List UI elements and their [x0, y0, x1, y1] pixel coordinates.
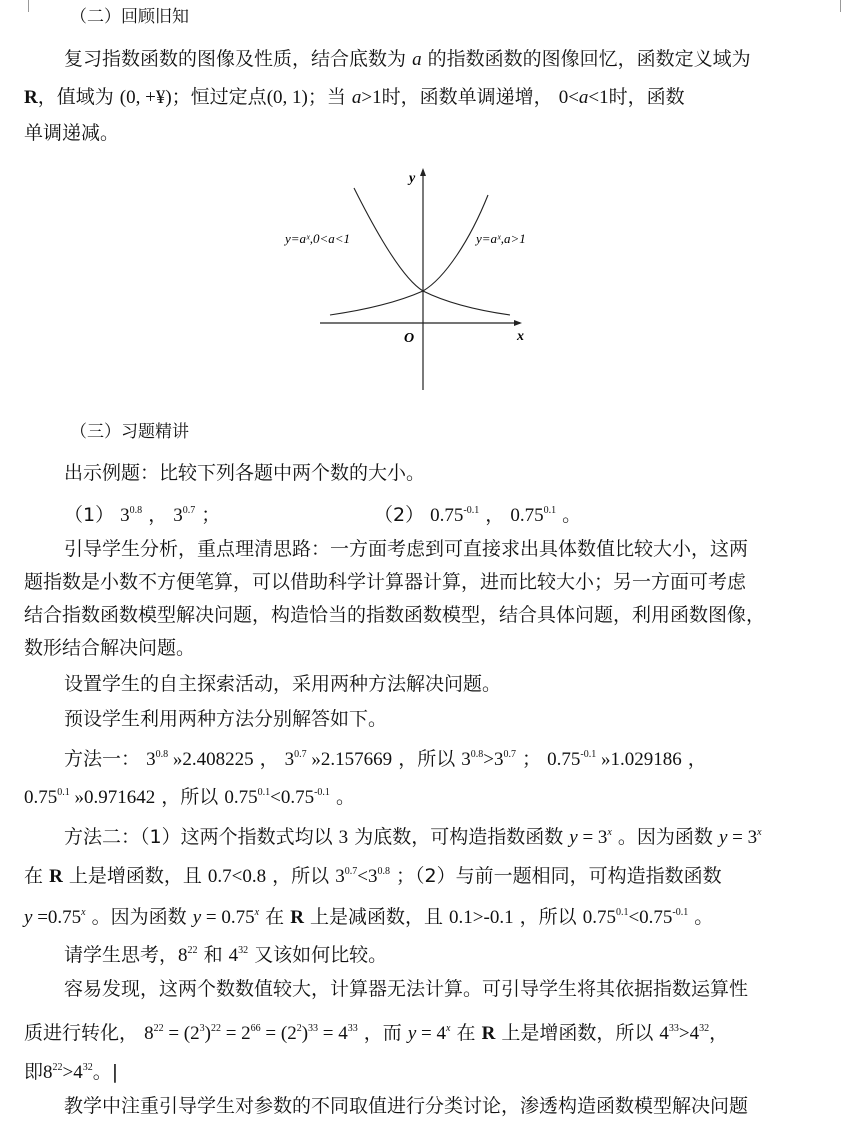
text-span: 上是增函数，所以 [501, 1022, 654, 1044]
para-3: 预设学生利用两种方法分别解答如下。 [64, 708, 388, 730]
text-span: 上是增函数，且 [68, 865, 202, 887]
math-op: < [270, 787, 281, 808]
math-exp: 33 [347, 1023, 358, 1034]
math-var: y [718, 827, 728, 848]
math-exp: 0.1 [615, 907, 629, 918]
math-base: 3 [120, 505, 130, 526]
decreasing-curve-label: y=aˣ,0<a<1 [285, 231, 351, 246]
math-exp: -0.1 [672, 907, 689, 918]
page-corner-mark-right [840, 0, 841, 12]
math: »2.408225 [168, 749, 254, 770]
section-2-title: （二）回顾旧知 [70, 7, 189, 27]
math-zero: 0< [558, 87, 579, 108]
math-range: (0, +¥) [119, 87, 172, 108]
math: =0.75 [32, 907, 82, 928]
math-op: < [357, 866, 368, 887]
math-exp: 33 [308, 1023, 319, 1034]
math: = (2 [260, 1023, 297, 1044]
math-R: R [481, 1023, 496, 1044]
math: = 0.75 [201, 907, 255, 928]
para-1-line-4: 数形结合解决问题。 [24, 637, 196, 659]
math-R: R [290, 907, 304, 928]
math: 4 [659, 1023, 669, 1044]
math-var: a [351, 87, 362, 108]
q-label: （2） [374, 504, 425, 526]
math: »0.971642 [69, 787, 156, 808]
text-span: ，所以 [272, 865, 330, 887]
math-var: y [192, 907, 202, 928]
math: 8 [43, 1062, 53, 1083]
math-var: y [24, 907, 33, 928]
text-span: 。| [92, 1061, 119, 1083]
para-4 [64, 936, 387, 971]
method-label: 方法二： [64, 826, 141, 848]
math-op: > [678, 1023, 690, 1044]
text-span: ；恒过定点 [171, 86, 267, 108]
math-exp: 0.1 [257, 787, 271, 798]
math-var: a [578, 87, 589, 108]
math-exp: x [607, 827, 612, 838]
math: 8 [144, 1023, 154, 1044]
math: 0.75 [224, 787, 258, 808]
math: 3 [146, 749, 156, 770]
math-exp: 0.8 [377, 866, 390, 877]
para-6: 教学中注重引导学生对参数的不同取值进行分类讨论，渗透构造函数模型解决问题 [64, 1095, 749, 1117]
math: 4 [228, 945, 239, 966]
math-var: a [412, 49, 422, 70]
math: »2.157669 [306, 749, 393, 770]
math-exp: 32 [699, 1023, 710, 1034]
sep: ， [259, 748, 279, 770]
method-1-line-1 [64, 740, 707, 775]
method-1-line-2 [24, 778, 355, 813]
para-2: 设置学生的自主探索活动，采用两种方法解决问题。 [64, 673, 502, 695]
math: ) [301, 1023, 309, 1044]
math-exp: x [81, 907, 86, 918]
math-exp: x [446, 1023, 451, 1034]
math: 0.75 [280, 787, 315, 808]
example-intro: 出示例题：比较下列各题中两个数的大小。 [64, 462, 426, 484]
text-span: 时，函数单调递增， [381, 86, 553, 108]
para-5-line-1: 容易发现，这两个数数值较大，计算器无法计算。可引导学生将其依据指数运算性 [64, 978, 749, 1000]
math-exp: 2 [296, 1023, 302, 1034]
y-axis-label: y [409, 171, 416, 186]
para-1-line-3: 结合指数函数模型解决问题，构造恰当的指数函数模型，结合具体问题，利用函数图像， [24, 604, 766, 626]
sep: ，所以 [161, 786, 219, 808]
math-exp: x [757, 827, 762, 838]
math-exp: 0.8 [129, 505, 143, 516]
math-exp: 0.8 [470, 749, 484, 760]
math: 0.75 [24, 787, 58, 808]
question-2 [374, 496, 581, 531]
math: = (2 [163, 1023, 200, 1044]
math: 8 [178, 945, 188, 966]
para-1-line-1: 引导学生分析，重点理清思路：一方面考虑到可直接求出具体数值比较大小，这两 [64, 538, 749, 560]
text-span: 在 [456, 1022, 476, 1044]
math-exp: 0.7 [294, 749, 307, 760]
math-var: y [407, 1023, 417, 1044]
section-3-title: （三）习题精讲 [70, 422, 189, 442]
math: = 3 [727, 827, 758, 848]
origin-label: O [404, 331, 415, 346]
math-exp: 0.1 [57, 787, 70, 798]
math-exp: 32 [238, 945, 249, 956]
sep: 。 [335, 786, 355, 808]
page-corner-mark-left [28, 0, 29, 12]
sep: ， [485, 504, 505, 526]
section-2-line-1 [64, 44, 751, 75]
section-2-line-2 [24, 82, 685, 113]
math: »1.029186 [596, 749, 682, 770]
text-span: 。因为函数 [91, 906, 187, 928]
text-span: ，值域为 [37, 86, 114, 108]
para-5-line-3 [24, 1053, 118, 1088]
para-5-line-2 [24, 1014, 728, 1049]
math: = 4 [318, 1023, 348, 1044]
math-lt1: <1 [588, 87, 609, 108]
math-base: 0.75 [430, 505, 464, 526]
math-exp: 0.1 [543, 505, 557, 516]
x-axis-arrow [514, 320, 522, 326]
math-exp: 33 [668, 1023, 679, 1034]
math-exp: 22 [153, 1023, 164, 1034]
math-exp: 22 [187, 945, 198, 956]
text-span: （1）这两个指数式均以 [140, 826, 333, 848]
math-exp: x [254, 907, 260, 918]
math: ) [204, 1023, 211, 1044]
text-span: 又该如何比较。 [254, 944, 388, 966]
text-span: 为底数，可构造指数函数 [354, 826, 564, 848]
math-exp: 3 [199, 1023, 205, 1034]
math: 4 [689, 1023, 700, 1044]
text-span: 的指数函数的图像回忆，函数定义域为 [427, 48, 751, 70]
method-2-line-2 [24, 857, 722, 892]
method-label: 方法一： [64, 748, 141, 770]
text-span: ，而 [363, 1022, 402, 1044]
math-exp: 0.7 [344, 866, 358, 877]
text-span: 上是减函数，且 [309, 906, 443, 928]
math-op: < [628, 907, 640, 928]
math-exp: -0.1 [463, 505, 480, 516]
math-op: > [483, 749, 494, 770]
y-axis-arrow [420, 168, 426, 176]
math-var: y [569, 827, 578, 848]
math-point: (0, 1) [266, 87, 308, 108]
x-axis-label: x [517, 329, 524, 344]
sep: ； [522, 748, 542, 770]
math-exp: -0.1 [314, 787, 330, 798]
math: 0.1>-0.1 [449, 907, 514, 928]
math-exp: 0.7 [503, 749, 516, 760]
sep: 。 [562, 504, 582, 526]
math: 4 [73, 1062, 83, 1083]
math: 0.75 [639, 907, 673, 928]
math: 3 [335, 866, 345, 887]
text-span: 和 [203, 944, 223, 966]
sep: ，所以 [398, 748, 456, 770]
text-span: 。 [694, 906, 714, 928]
math: 3 [284, 749, 295, 770]
text-span: 请学生思考， [64, 944, 179, 966]
sep: ， [687, 748, 707, 770]
math: = 2 [220, 1023, 251, 1044]
text-span: 质进行转化， [24, 1022, 139, 1044]
text-span: ，所以 [519, 906, 577, 928]
text-span: 时，函数 [608, 86, 685, 108]
text-span: ；（2）与前一题相同，可构造指数函数 [396, 865, 722, 887]
text-span: 在 [265, 906, 285, 928]
math-exp: 66 [250, 1023, 261, 1034]
section-2-line-3: 单调递减。 [24, 122, 120, 144]
math-op: > [62, 1062, 74, 1083]
math: 0.75 [582, 907, 616, 928]
math-base: 3 [173, 505, 183, 526]
math: 3 [367, 866, 378, 887]
question-1 [64, 496, 220, 531]
math-base: 0.75 [510, 505, 544, 526]
math-exp: 22 [210, 1023, 221, 1034]
math-exp: 22 [52, 1062, 63, 1073]
increasing-curve [330, 195, 488, 315]
math-R: R [49, 866, 63, 887]
sep: ； [201, 504, 221, 526]
method-2-line-3 [24, 898, 713, 933]
text-span: 。因为函数 [617, 826, 713, 848]
increasing-curve-label: y=aˣ,a>1 [476, 231, 526, 246]
math-exp: -0.1 [580, 749, 597, 760]
text-span: ， [709, 1022, 729, 1044]
math: 3 [461, 749, 471, 770]
text-span: 在 [24, 865, 44, 887]
math-exp: 32 [82, 1062, 93, 1073]
math: = 4 [416, 1023, 447, 1044]
math-gt1: >1 [361, 87, 382, 108]
exponential-function-graph [280, 160, 580, 395]
q-label: （1） [64, 504, 115, 526]
sep: ， [148, 504, 168, 526]
math: 0.7<0.8 [207, 866, 267, 887]
math-exp: 0.7 [182, 505, 196, 516]
text-span: 复习指数函数的图像及性质，结合底数为 [64, 48, 407, 70]
math: = 3 [577, 827, 608, 848]
math: 3 [338, 827, 349, 848]
decreasing-curve [354, 188, 510, 315]
text-span: 即 [24, 1061, 44, 1083]
math: 0.75 [547, 749, 581, 770]
math-R: R [24, 87, 38, 108]
math: 3 [494, 749, 504, 770]
math-exp: 0.8 [155, 749, 169, 760]
para-1-line-2: 题指数是小数不方便笔算，可以借助科学计算器计算，进而比较大小；另一方面可考虑 [24, 571, 747, 593]
method-2-line-1 [64, 818, 762, 853]
text-span: ；当 [307, 86, 346, 108]
